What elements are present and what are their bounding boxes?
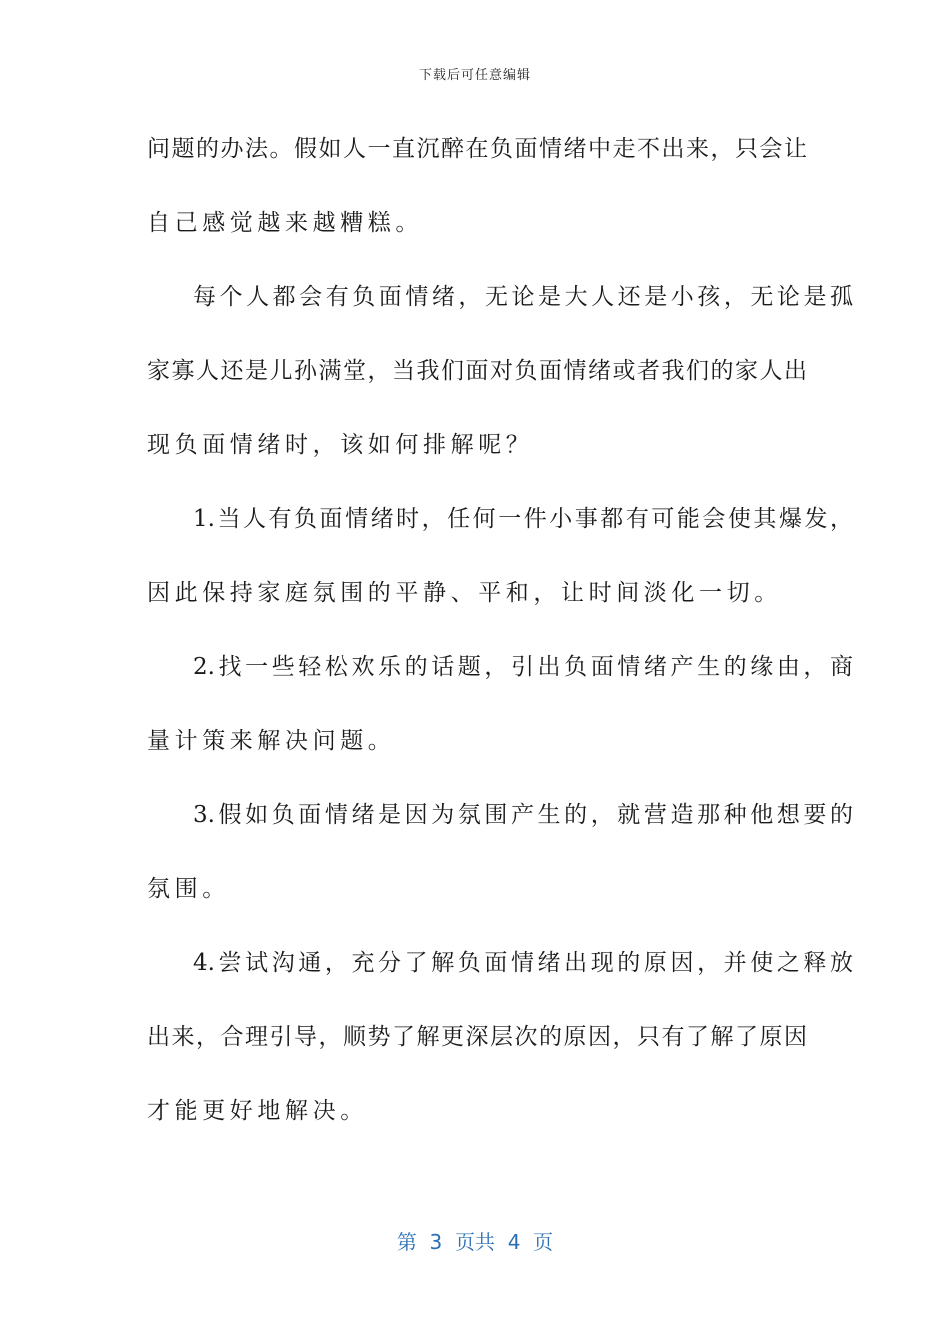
list-item-1-line: 1.当人有负面情绪时，任何一件小事都有可能会使其爆发，: [193, 506, 853, 532]
paragraph-start-line: 每个人都会有负面情绪，无论是大人还是小孩，无论是孤: [193, 284, 853, 310]
text-line: 出来，合理引导，顺势了解更深层次的原因，只有了解了原因: [147, 1024, 807, 1050]
text-line: 自己感觉越来越糟糕。: [147, 210, 423, 236]
document-body: [147, 112, 853, 1148]
text-line: 才能更好地解决。: [147, 1098, 368, 1124]
page-number-footer: 第 3 页共 4 页: [396, 1230, 554, 1254]
list-item-3-line: 3.假如负面情绪是因为氛围产生的，就营造那种他想要的: [193, 802, 853, 828]
list-item-4-line: 4.尝试沟通，充分了解负面情绪出现的原因，并使之释放: [193, 950, 853, 976]
text-line: 量计策来解决问题。: [147, 728, 396, 754]
text-line: 氛围。: [147, 876, 230, 902]
page-header: 下载后可任意编辑: [418, 68, 531, 83]
text-line: 因此保持家庭氛围的平静、平和，让时间淡化一切。: [147, 580, 782, 606]
text-line: 问题的办法。假如人一直沉醉在负面情绪中走不出来，只会让: [147, 136, 807, 162]
list-item-2-line: 2.找一些轻松欢乐的话题，引出负面情绪产生的缘由，商: [193, 654, 853, 680]
text-line: 家寡人还是儿孙满堂，当我们面对负面情绪或者我们的家人出: [147, 358, 807, 384]
text-line: 现负面情绪时，该如何排解呢？: [147, 432, 534, 458]
